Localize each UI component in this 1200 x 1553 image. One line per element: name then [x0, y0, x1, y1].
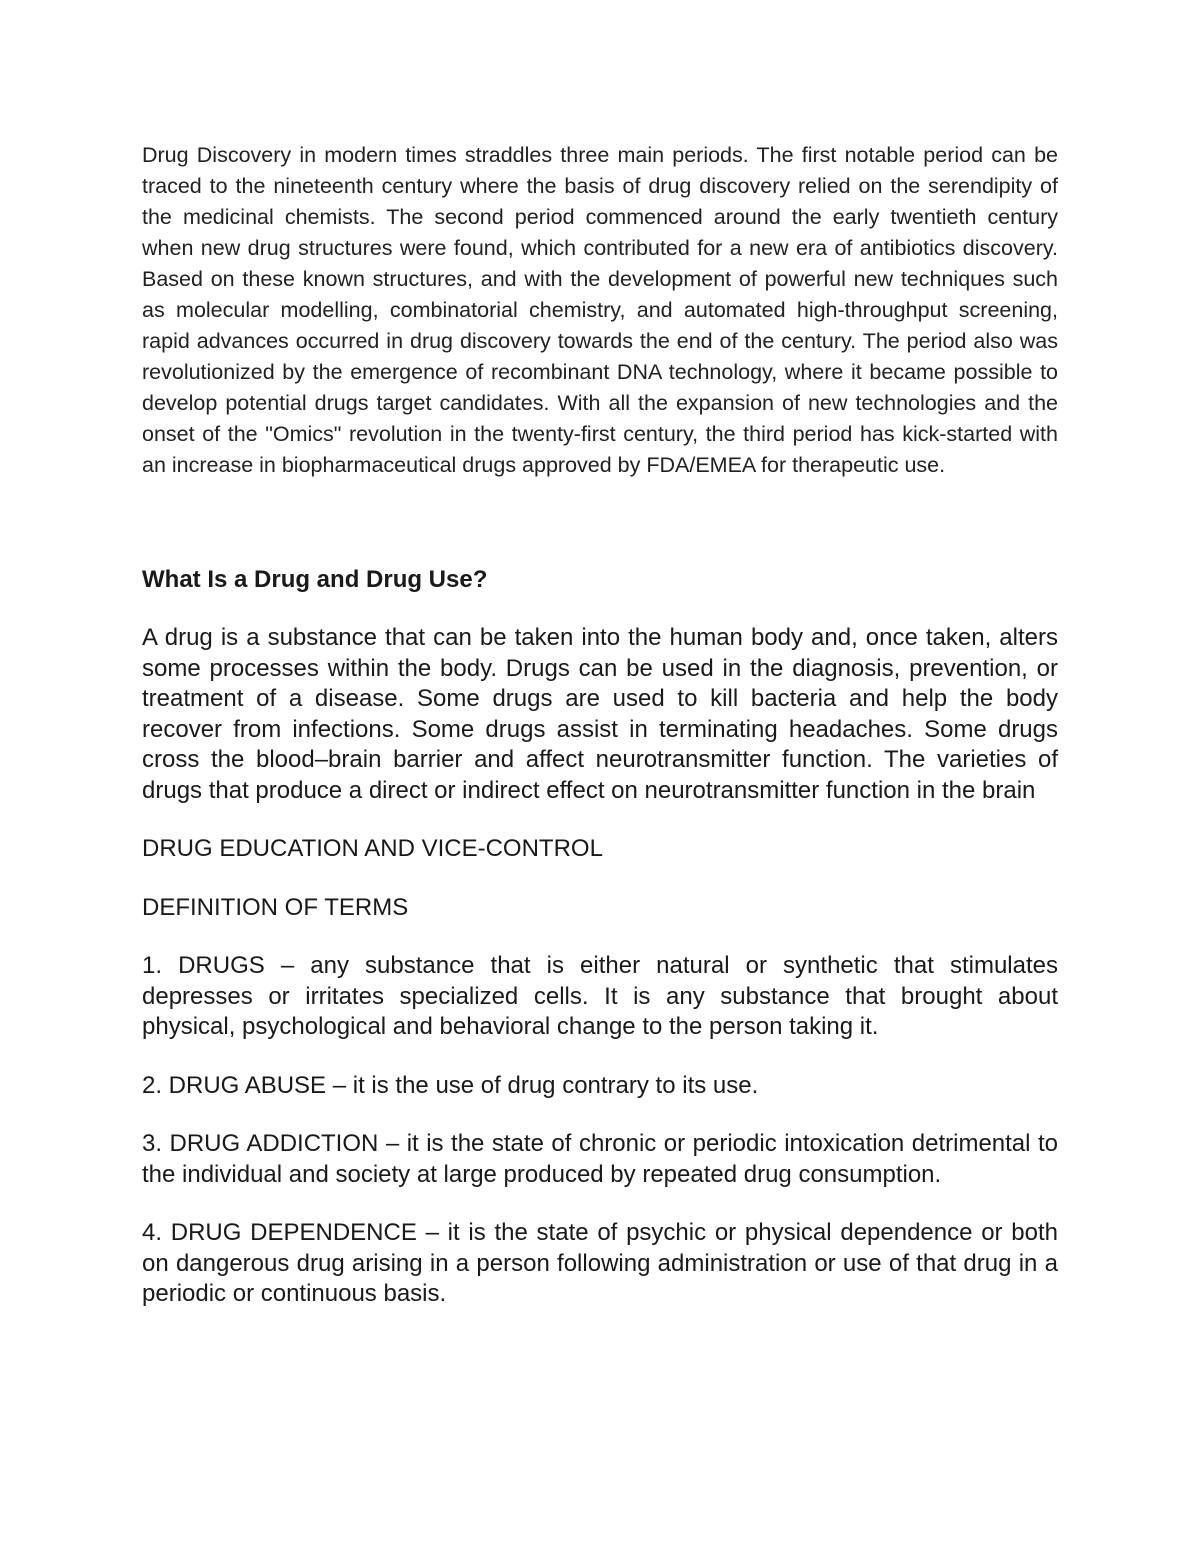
term-drug-abuse: 2. DRUG ABUSE – it is the use of drug contrary to its use. — [142, 1071, 759, 1099]
term-drug-dependence: 4. DRUG DEPENDENCE – it is the state of psychic or physical dependence or both on dangerous drug arising in a person following administration or use of that drug in a periodic or continuous basis. — [142, 1219, 1058, 1307]
vice-control-title: DRUG EDUCATION AND VICE-CONTROL — [142, 835, 603, 862]
definition-of-terms-title: DEFINITION OF TERMS — [142, 893, 409, 921]
term-drugs: 1. DRUGS – any substance that is either natural or synthetic that stimulates depresses or irritates specialized cells. It is any substance that brought about physical, psychological and behavioral change to the person taking it. — [142, 952, 1058, 1040]
term-drug-addiction: 3. DRUG ADDICTION – it is the state of chronic or periodic intoxication detrimental to the individual and society at large produced by repeated drug consumption. — [142, 1130, 1058, 1188]
drug-definition-paragraph: A drug is a substance that can be taken into the human body and, once taken, alters some processes within the body. Drugs can be used in the diagnosis, prevention, or treatment of a disease. Some drugs are used to kill bacteria and help the body recover from infections. Some drugs assist in terminating headaches. Some drugs cross the blood–brain barrier and affect neurotransmitter function. The varieties of drugs that produce a direct or indirect effect on neurotransmitter function in the brain — [142, 624, 1058, 804]
document-page — [142, 140, 1058, 1310]
intro-paragraph: Drug Discovery in modern times straddles three main periods. The first notable period can be traced to the nineteenth century where the basis of drug discovery relied on the serendipity of the medicinal chemists. The second period commenced around the early twentieth century when new drug structures were found, which contributed for a new era of antibiotics discovery. Based on these known structures, and with the development of powerful new techniques such as molecular modelling, combinatorial chemistry, and automated high-throughput screening, rapid advances occurred in drug discovery towards the end of the century. The period also was revolutionized by the emergence of recombinant DNA technology, where it became possible to develop potential drugs target candidates. With all the expansion of new technologies and the onset of the "Omics" revolution in the twenty-first century, the third period has kick-started with an increase in biopharmaceutical drugs approved by FDA/EMEA for therapeutic use. — [142, 143, 1058, 477]
section-heading: What Is a Drug and Drug Use? — [142, 566, 488, 593]
